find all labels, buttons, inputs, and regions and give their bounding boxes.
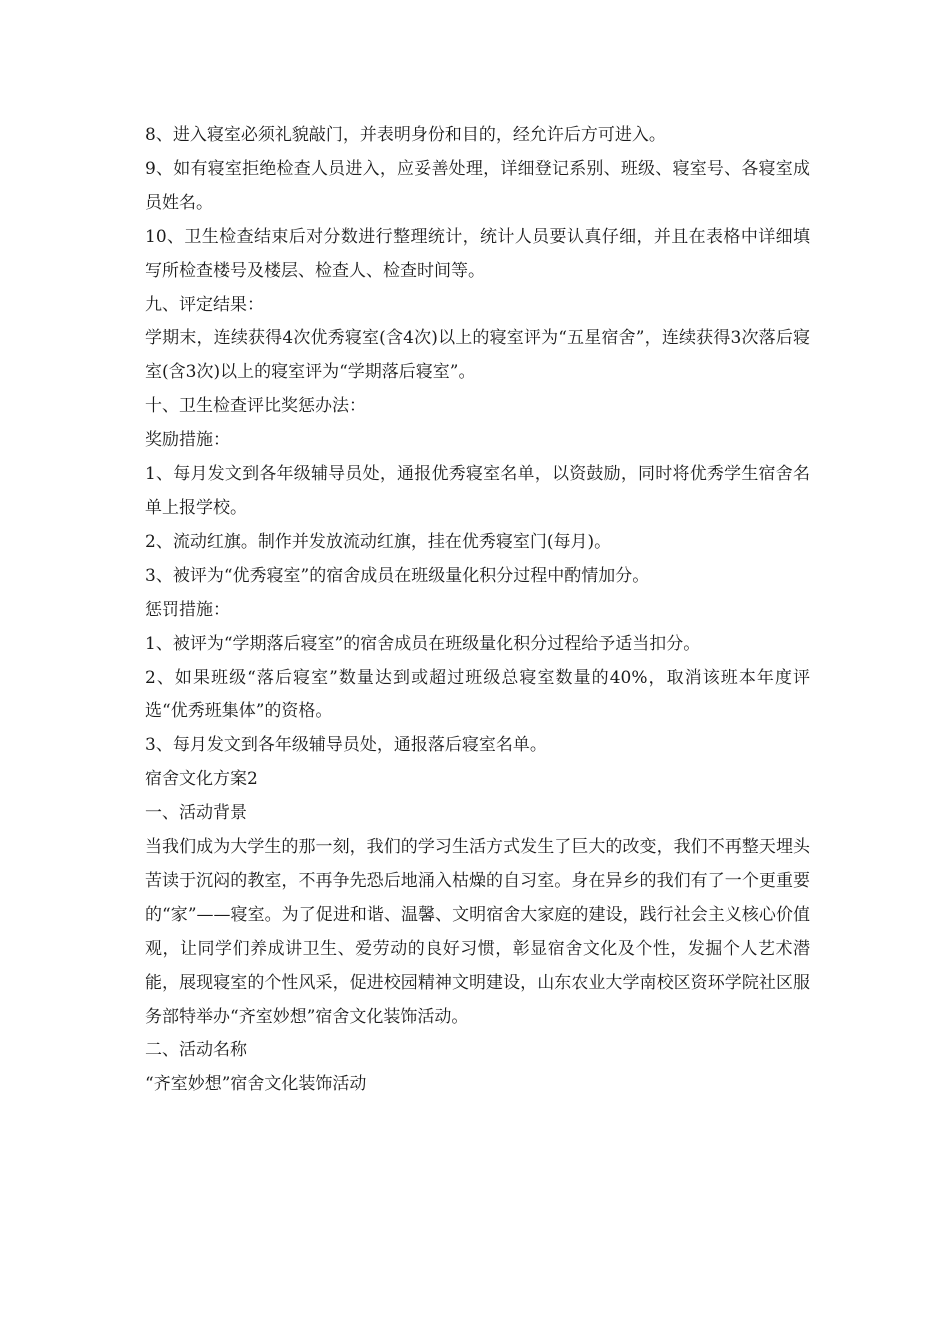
paragraph-reward-3: 3、被评为“优秀寝室”的宿舍成员在班级量化积分过程中酌情加分。 — [145, 565, 650, 586]
paragraph-evaluation: 学期末，连续获得4次优秀寝室(含4次)以上的寝室评为“五星宿舍”，连续获得3次落后寝室(含3次)以上的寝室评为“学期落后寝室”。 — [145, 328, 810, 383]
subheading-rewards: 奖励措施： — [145, 430, 230, 451]
paragraph-activity-name: “齐室妙想”宿舍文化装饰活动 — [145, 1074, 367, 1095]
section-heading-rewards-penalties: 十、卫生检查评比奖惩办法： — [145, 396, 366, 417]
section-heading-activity-name: 二、活动名称 — [145, 1040, 247, 1061]
paragraph-rule-8: 8、进入寝室必须礼貌敲门，并表明身份和目的，经允许后方可进入。 — [145, 125, 666, 145]
paragraph-rule-9: 9、如有寝室拒绝检查人员进入，应妥善处理，详细登记系别、班级、寝室号、各寝室成员姓名。 — [145, 158, 810, 213]
paragraph-penalty-2: 2、如果班级“落后寝室”数量达到或超过班级总寝室数量的40%，取消该班本年度评选“优秀班集体”的资格。 — [145, 667, 810, 722]
document-title-plan-2: 宿舍文化方案2 — [145, 769, 258, 790]
paragraph-penalty-3: 3、每月发文到各年级辅导员处，通报落后寝室名单。 — [145, 735, 547, 756]
section-heading-background: 一、活动背景 — [145, 803, 247, 824]
section-heading-evaluation: 九、评定结果： — [145, 294, 264, 315]
paragraph-rule-10: 10、卫生检查结束后对分数进行整理统计，统计人员要认真仔细，并且在表格中详细填写所检查楼号及楼层、检查人、检查时间等。 — [145, 226, 810, 281]
paragraph-reward-1: 1、每月发文到各年级辅导员处，通报优秀寝室名单，以资鼓励，同时将优秀学生宿舍名单上报学校。 — [145, 464, 810, 518]
paragraph-background: 当我们成为大学生的那一刻，我们的学习生活方式发生了巨大的改变，我们不再整天埋头苦读于沉闷的教室，不再争先恐后地涌入枯燥的自习室。身在异乡的我们有了一个更重要的“家”——寝室。为了促进和谐、温馨、文明宿舍大家庭的建设，践行社会主义核心价值观，让同学们养成讲卫生、爱劳动的良好习惯，彰显宿舍文化及个性，发掘个人艺术潜能，展现寝室的个性风采，促进校园精神文明建设，山东农业大学南校区资环学院社区服务部特举办“齐室妙想”宿舍文化装饰活动。 — [145, 837, 810, 1027]
document-body — [145, 119, 810, 1102]
subheading-penalties: 惩罚措施： — [145, 599, 230, 620]
paragraph-reward-2: 2、流动红旗。制作并发放流动红旗，挂在优秀寝室门(每月)。 — [145, 531, 612, 552]
paragraph-penalty-1: 1、被评为“学期落后寝室”的宿舍成员在班级量化积分过程给予适当扣分。 — [145, 633, 701, 654]
